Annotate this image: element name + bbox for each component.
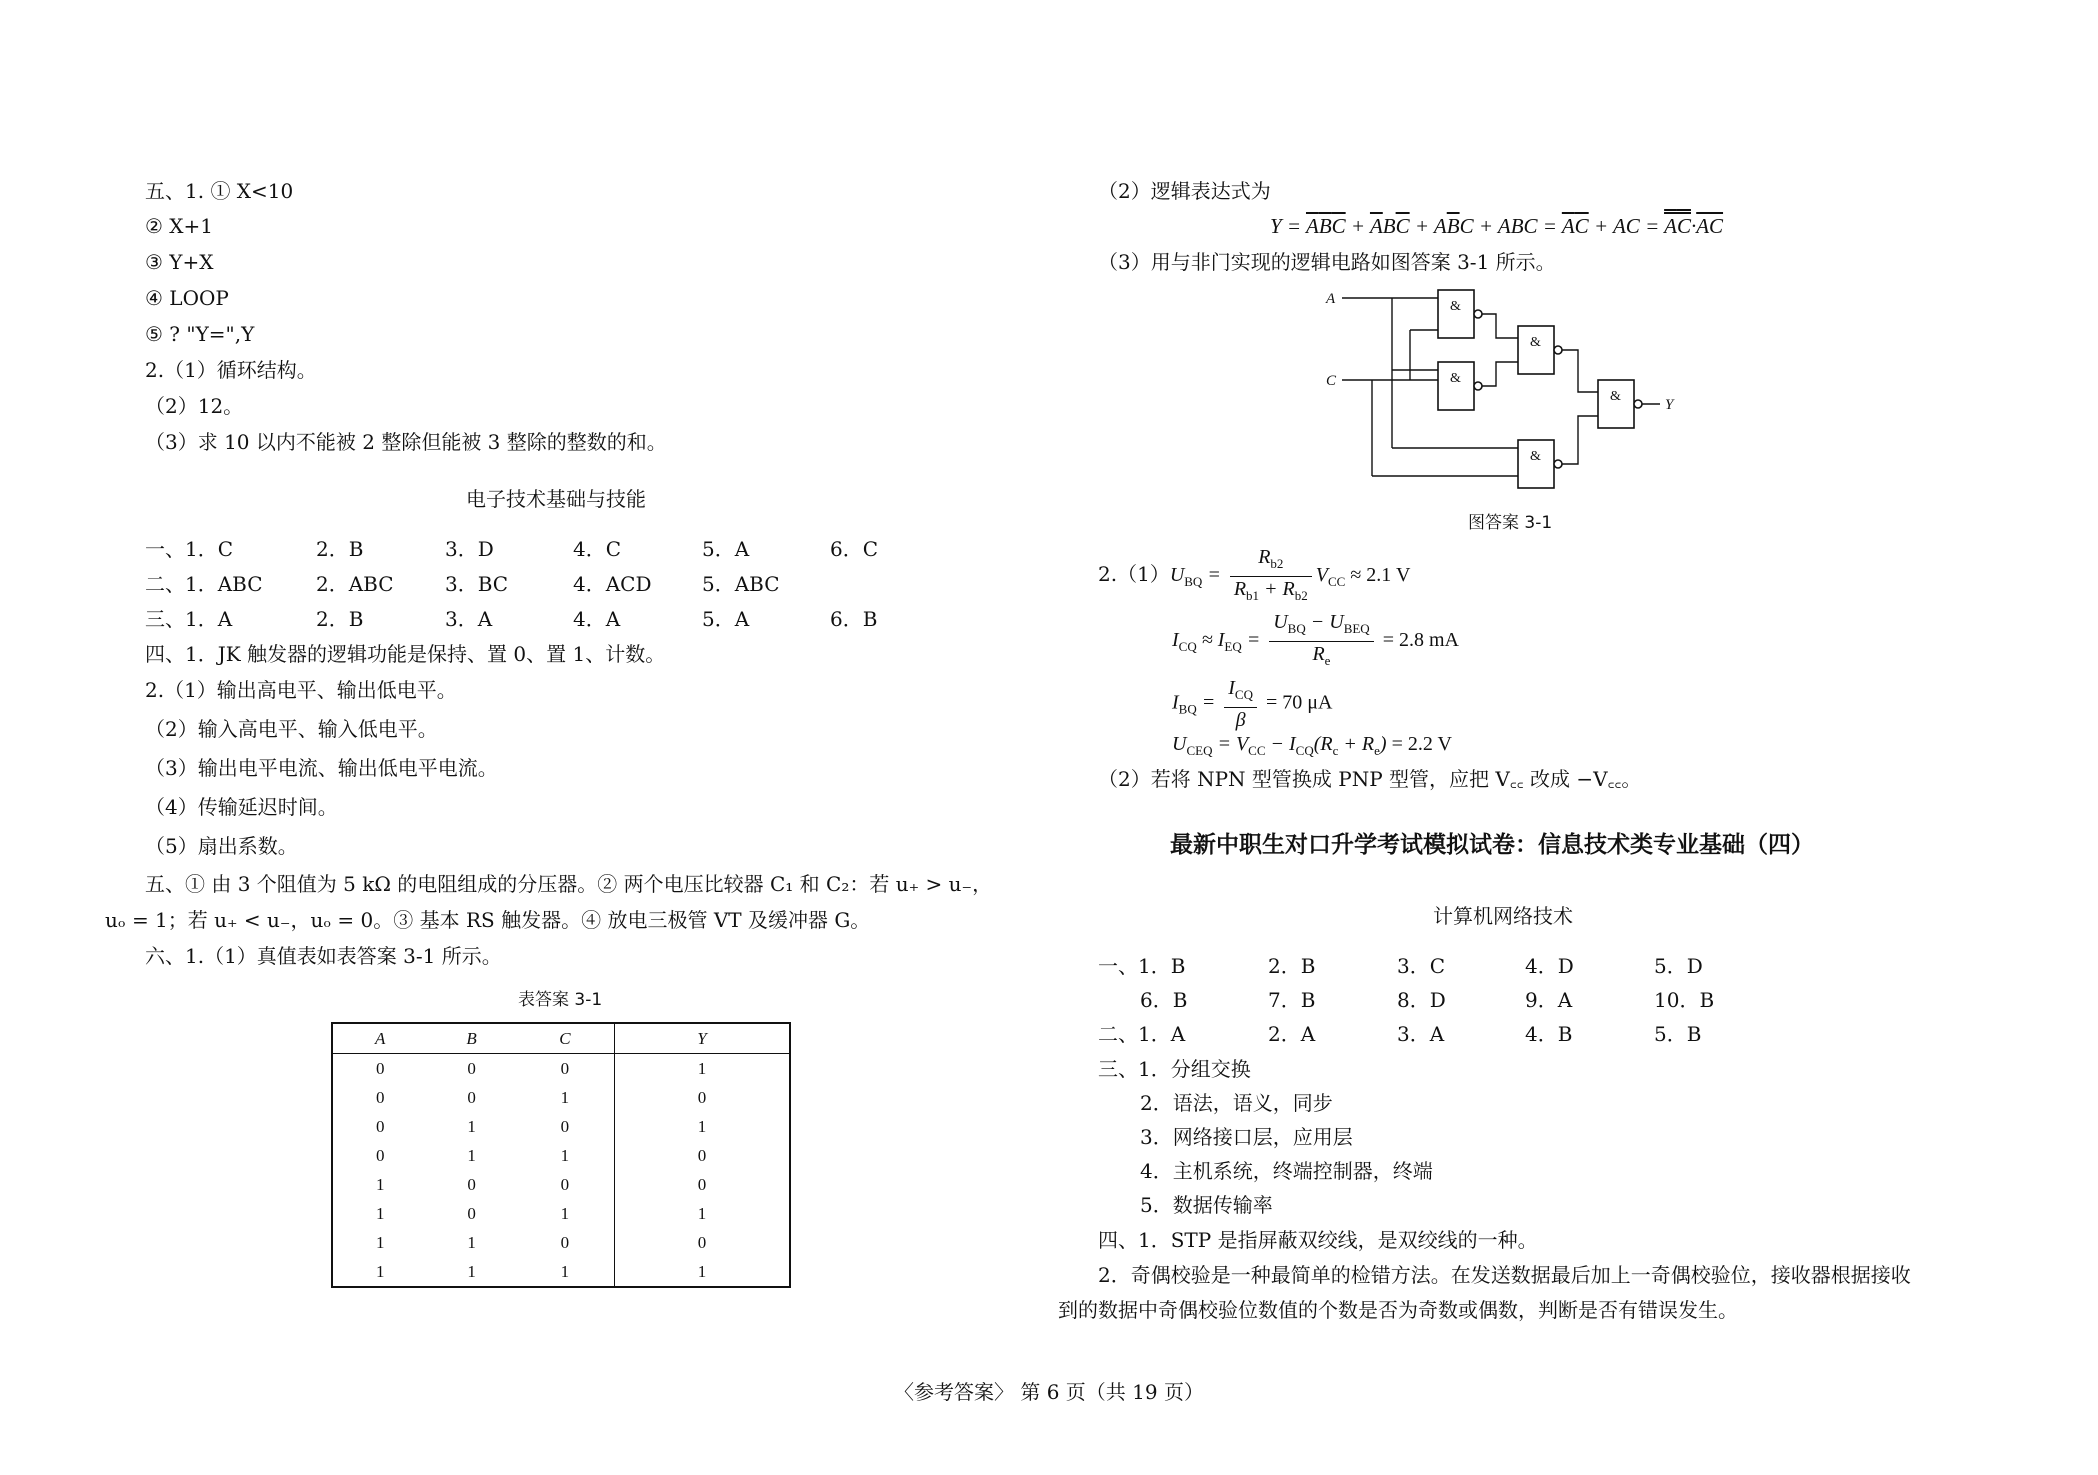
table-cell: 1	[615, 1257, 791, 1287]
q4-line-6: （5）扇出系数。	[145, 834, 298, 858]
input-label-c: C	[1326, 373, 1337, 389]
circuit-description: （3）用与非门实现的逻辑电路如图答案 3-1 所示。	[1098, 250, 1556, 274]
answer-item: 4．A	[573, 607, 621, 631]
table-row	[332, 1054, 790, 1084]
fill-blank-3: 3．网络接口层，应用层	[1140, 1125, 1353, 1149]
answer-item: 6．B	[830, 607, 878, 631]
table-cell: 1	[560, 1087, 570, 1107]
gate-symbol: &	[1450, 371, 1461, 386]
answer-item: 2．B	[316, 607, 364, 631]
answer-item: 5．A	[702, 537, 750, 561]
nand-gate-4	[1518, 440, 1554, 488]
calc-uceq: $U_{CEQ} = V_{CC} - I_{CQ}(R_c + R_e) = 2.2$ V	[1172, 733, 1452, 758]
table-cell: 1	[615, 1199, 791, 1228]
answer-item: 6．C	[830, 537, 879, 561]
answer-item: 4．C	[573, 537, 622, 561]
table-header-row	[332, 1023, 790, 1054]
col-header-a: A	[332, 1023, 427, 1054]
short-answer-2a: 2．奇偶校验是一种最简单的检错方法。在发送数据最后加上一奇偶校验位，接收器根据接收	[1098, 1263, 1911, 1287]
table-cell: 0	[467, 1087, 476, 1107]
nand-logic-circuit	[1320, 280, 1720, 500]
fill-blank-2: 2．语法，语义，同步	[1140, 1091, 1333, 1115]
col-header-b: B	[427, 1023, 515, 1054]
answer-item: 5．A	[702, 607, 750, 631]
q4-line-4: （3）输出电平电流、输出低电平电流。	[145, 756, 498, 780]
table-cell: 0	[560, 1232, 570, 1252]
s5-line-2: ② X+1	[145, 214, 214, 238]
table-cell: 0	[615, 1228, 791, 1257]
table-cell: 1	[375, 1232, 385, 1252]
gate-symbol: &	[1450, 299, 1461, 314]
table-row	[332, 1141, 790, 1170]
answer-item: 4．ACD	[573, 572, 652, 596]
fill-blank-5: 5．数据传输率	[1140, 1193, 1273, 1217]
answer-item: 3．A	[445, 607, 493, 631]
answer-item: 二、1．A	[1098, 1022, 1186, 1046]
q6-line: 六、1.（1）真值表如表答案 3-1 所示。	[145, 944, 502, 968]
nand-gate-5	[1598, 380, 1634, 428]
output-label-y: Y	[1665, 397, 1674, 413]
answer-item: 一、1．C	[145, 537, 234, 561]
short-answer-2b: 到的数据中奇偶校验位数值的个数是否为奇数或偶数，判断是否有错误发生。	[1058, 1298, 1738, 1322]
answer-item: 5．ABC	[702, 572, 780, 596]
col-header-c: C	[516, 1023, 615, 1054]
table-row	[332, 1170, 790, 1199]
calc-icq: $I_{CQ} \approx I_{EQ}$ = $\frac{U_{BQ} - U_{BEQ}}{R_e}$ = 2.8 mA	[1172, 611, 1459, 668]
nand-gate-3	[1518, 326, 1554, 374]
table-row	[332, 1112, 790, 1141]
answer-item: 10．B	[1654, 988, 1715, 1012]
answer-item: 2．ABC	[316, 572, 394, 596]
calc-ibq: $I_{BQ}$ = $\frac{I_{CQ}}{\beta}$ = 70 μA	[1172, 677, 1333, 731]
s5-q2-1: 2.（1）循环结构。	[145, 358, 317, 382]
table-cell: 0	[615, 1170, 791, 1199]
table-cell: 1	[560, 1203, 570, 1223]
fill-blank-1: 三、1．分组交换	[1098, 1057, 1251, 1081]
answer-item: 8．D	[1397, 988, 1446, 1012]
gate-symbol: &	[1610, 389, 1621, 404]
nand-gate-2	[1438, 362, 1474, 410]
calc-ubq: $2.(1)U_{BQ}$ = $\frac{R_{b2}}{R_{b1} + R_{b2}}$ $V_{CC} \approx 2.1$ V	[1098, 546, 1411, 603]
exam-title: 最新中职生对口升学考试模拟试卷：信息技术类专业基础（四）	[1170, 832, 1814, 858]
table-row	[332, 1257, 790, 1287]
col-header-y: Y	[615, 1023, 791, 1054]
q4-line-2: 2.（1）输出高电平、输出低电平。	[145, 678, 457, 702]
short-answer-1: 四、1．STP 是指屏蔽双绞线，是双绞线的一种。	[1098, 1228, 1538, 1252]
q4-line-5: （4）传输延迟时间。	[145, 795, 338, 819]
answer-item: 5．B	[1654, 1022, 1702, 1046]
q5-line-1: 五、① 由 3 个阻值为 5 kΩ 的电阻组成的分压器。② 两个电压比较器 C₁ 和 C₂：若 u₊ > u₋，	[145, 872, 993, 896]
s5-line-3: ③ Y+X	[145, 250, 214, 274]
table-cell: 1	[467, 1232, 476, 1252]
gate-symbol: &	[1530, 449, 1541, 464]
logic-expression: $Y = \overline{A}\overline{B}\overline{C} + \overline{A}B\overline{C} + A\overline{B}C$ + ABC = $\overline{A}\overline{C}$ + AC = $AC\cdot\overline{AC}$	[1270, 214, 1724, 238]
fill-blank-4: 4．主机系统，终端控制器，终端	[1140, 1159, 1433, 1183]
answer-item: 三、1．A	[145, 607, 233, 631]
answer-item: 3．C	[1397, 954, 1446, 978]
table-cell: 1	[615, 1112, 791, 1141]
table-cell: 0	[560, 1058, 570, 1078]
table-cell: 1	[467, 1261, 476, 1281]
table-cell: 0	[467, 1058, 476, 1078]
answer-item: 二、1．ABC	[145, 572, 263, 596]
answer-item: 3．BC	[445, 572, 509, 596]
answer-item: 5．D	[1654, 954, 1703, 978]
table-cell: 0	[560, 1116, 570, 1136]
table-row	[332, 1083, 790, 1112]
table-cell: 0	[375, 1145, 385, 1165]
table-row	[332, 1228, 790, 1257]
truth-table-body	[332, 1054, 790, 1288]
table-cell: 0	[615, 1141, 791, 1170]
table-cell: 1	[375, 1174, 385, 1194]
table-cell: 0	[467, 1174, 476, 1194]
s5-line-1: 五、1. ① X<10	[145, 179, 294, 203]
table-cell: 1	[467, 1145, 476, 1165]
table-caption: 表答案 3-1	[518, 990, 603, 1010]
answer-item: 4．B	[1525, 1022, 1573, 1046]
figure-caption: 图答案 3-1	[1468, 513, 1553, 533]
answer-item: 6．B	[1140, 988, 1188, 1012]
section-title-electronics: 电子技术基础与技能	[466, 487, 646, 511]
table-cell: 1	[467, 1116, 476, 1136]
s5-q2-3: （3）求 10 以内不能被 2 整除但能被 3 整除的整数的和。	[145, 430, 667, 454]
q4-line-3: （2）输入高电平、输入低电平。	[145, 717, 438, 741]
answer-item: 2．B	[316, 537, 364, 561]
s5-q2-2: （2）12。	[145, 394, 244, 418]
page-footer: 〈参考答案〉 第 6 页（共 19 页）	[894, 1380, 1204, 1404]
answer-item: 一、1．B	[1098, 954, 1186, 978]
table-cell: 1	[615, 1054, 791, 1084]
table-cell: 0	[375, 1087, 385, 1107]
table-cell: 1	[560, 1145, 570, 1165]
table-cell: 0	[375, 1058, 385, 1078]
input-label-a: A	[1326, 291, 1336, 307]
answer-item: 7．B	[1268, 988, 1316, 1012]
npn-pnp-note: （2）若将 NPN 型管换成 PNP 型管，应把 V꜀꜀ 改成 −V꜀꜀。	[1098, 767, 1642, 791]
truth-table	[331, 1022, 791, 1288]
s5-line-4: ④ LOOP	[145, 286, 229, 310]
answer-item: 3．A	[1397, 1022, 1445, 1046]
table-cell: 1	[560, 1261, 570, 1281]
section-title-networking: 计算机网络技术	[1433, 904, 1573, 928]
answer-item: 3．D	[445, 537, 494, 561]
table-cell: 0	[375, 1116, 385, 1136]
table-cell: 1	[375, 1261, 385, 1281]
table-cell: 1	[375, 1203, 385, 1223]
table-cell: 0	[615, 1083, 791, 1112]
nand-gate-1	[1438, 290, 1474, 338]
answer-item: 9．A	[1525, 988, 1573, 1012]
table-cell: 0	[560, 1174, 570, 1194]
s5-line-5: ⑤ ? "Y=",Y	[145, 322, 255, 346]
gate-symbol: &	[1530, 335, 1541, 350]
q4-line-1: 四、1．JK 触发器的逻辑功能是保持、置 0、置 1、计数。	[145, 642, 666, 666]
answer-item: 2．B	[1268, 954, 1316, 978]
table-cell: 0	[467, 1203, 476, 1223]
table-row	[332, 1199, 790, 1228]
q5-line-2: uₒ = 1；若 u₊ < u₋，uₒ = 0。③ 基本 RS 触发器。④ 放电三极管 VT 及缓冲器 G。	[105, 908, 871, 932]
logic-expression-label: （2）逻辑表达式为	[1098, 179, 1271, 203]
answer-item: 4．D	[1525, 954, 1574, 978]
answer-item: 2．A	[1268, 1022, 1316, 1046]
